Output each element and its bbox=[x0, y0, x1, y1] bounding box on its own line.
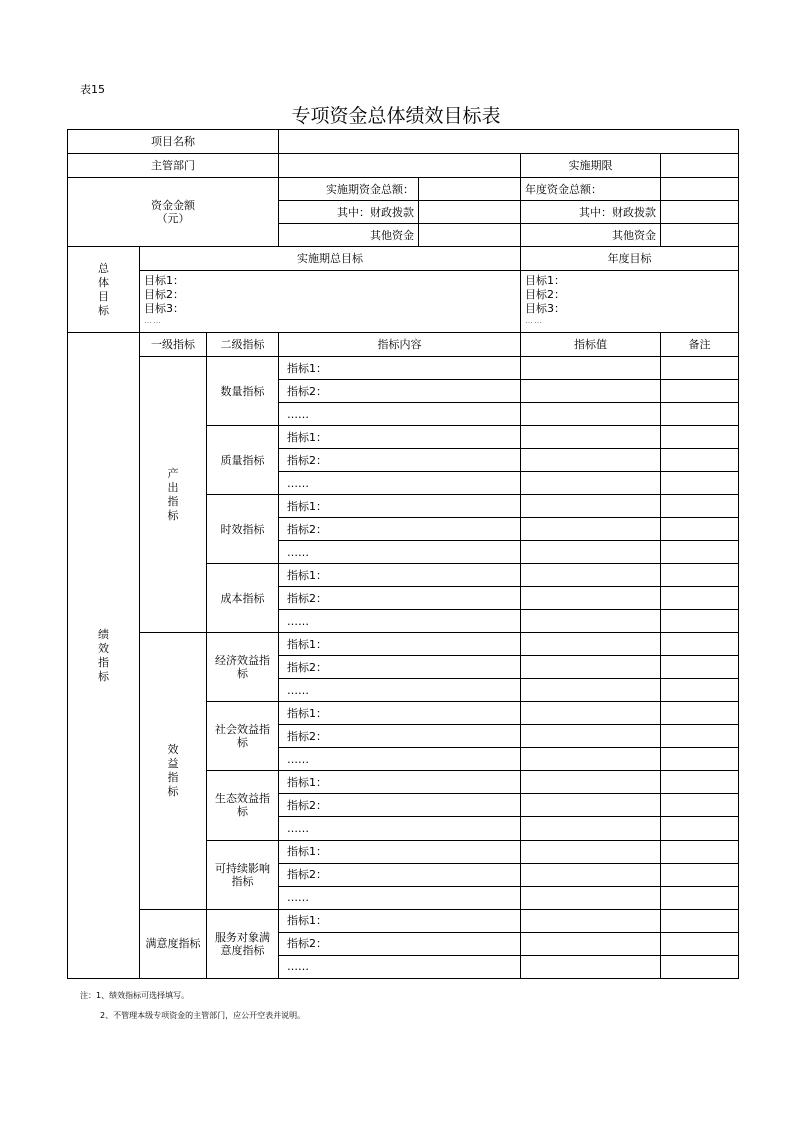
indicator-header-row bbox=[68, 333, 739, 357]
indicator-remark-cell[interactable] bbox=[661, 495, 739, 518]
indicator-content-cell[interactable]: 指标1： bbox=[279, 702, 521, 725]
indicator-value-cell[interactable] bbox=[521, 403, 661, 426]
indicator-value-cell[interactable] bbox=[521, 633, 661, 656]
indicator-remark-cell[interactable] bbox=[661, 679, 739, 702]
indicator-value-cell[interactable] bbox=[521, 817, 661, 840]
indicator-content-cell[interactable]: …… bbox=[279, 403, 521, 426]
indicator-remark-cell[interactable] bbox=[661, 564, 739, 587]
indicator-value-cell[interactable] bbox=[521, 886, 661, 909]
indicator-remark-cell[interactable] bbox=[661, 748, 739, 771]
indicator-value-cell[interactable] bbox=[521, 518, 661, 541]
indicator-row bbox=[68, 357, 739, 380]
indicator-content-cell[interactable]: …… bbox=[279, 679, 521, 702]
indicator-remark-cell[interactable] bbox=[661, 357, 739, 380]
indicator-content-cell[interactable]: …… bbox=[279, 817, 521, 840]
indicator-remark-cell[interactable] bbox=[661, 449, 739, 472]
indicator-remark-cell[interactable] bbox=[661, 472, 739, 495]
period-goal-1: 目标1： bbox=[144, 274, 184, 288]
performance-indicator-label: 绩效指标 bbox=[68, 333, 140, 979]
department-label: 主管部门 bbox=[68, 154, 279, 178]
indicator-value-cell[interactable] bbox=[521, 702, 661, 725]
level2-indicator: 数量指标 bbox=[207, 357, 279, 426]
annual-fiscal-label: 其中：财政拨款 bbox=[521, 201, 661, 224]
goals-body-row bbox=[68, 271, 739, 333]
indicator-content-cell[interactable]: 指标1： bbox=[279, 426, 521, 449]
indicator-remark-cell[interactable] bbox=[661, 932, 739, 955]
period-goal-3: 目标3： bbox=[144, 302, 184, 316]
value-header: 指标值 bbox=[521, 333, 661, 357]
level2-indicator: 服务对象满意度指标 bbox=[207, 909, 279, 978]
period-fiscal-field[interactable] bbox=[419, 201, 521, 224]
project-name-label: 项目名称 bbox=[68, 130, 279, 154]
period-fiscal-label: 其中：财政拨款 bbox=[279, 201, 419, 224]
indicator-value-cell[interactable] bbox=[521, 472, 661, 495]
annual-total-label: 年度资金总额： bbox=[521, 178, 661, 201]
indicator-content-cell[interactable]: 指标2： bbox=[279, 863, 521, 886]
goals-header-row bbox=[68, 247, 739, 271]
indicator-value-cell[interactable] bbox=[521, 587, 661, 610]
indicator-remark-cell[interactable] bbox=[661, 863, 739, 886]
indicator-content-cell[interactable]: 指标1： bbox=[279, 909, 521, 932]
indicator-content-cell[interactable]: 指标2： bbox=[279, 380, 521, 403]
indicator-value-cell[interactable] bbox=[521, 863, 661, 886]
annual-goal-header: 年度目标 bbox=[521, 247, 739, 271]
indicator-value-cell[interactable] bbox=[521, 840, 661, 863]
annual-other-label: 其他资金 bbox=[521, 224, 661, 247]
indicator-remark-cell[interactable] bbox=[661, 380, 739, 403]
indicator-remark-cell[interactable] bbox=[661, 541, 739, 564]
indicator-value-cell[interactable] bbox=[521, 357, 661, 380]
level2-header: 二级指标 bbox=[207, 333, 279, 357]
indicator-value-cell[interactable] bbox=[521, 679, 661, 702]
level1-indicator: 满意度指标 bbox=[140, 909, 207, 978]
level1-indicator: 效益指标 bbox=[140, 633, 207, 909]
indicator-content-cell[interactable]: 指标2： bbox=[279, 794, 521, 817]
annual-total-field[interactable] bbox=[661, 178, 739, 201]
indicator-remark-cell[interactable] bbox=[661, 633, 739, 656]
indicator-value-cell[interactable] bbox=[521, 541, 661, 564]
funds-label: 资金金额 （元） bbox=[68, 178, 279, 247]
indicator-remark-cell[interactable] bbox=[661, 426, 739, 449]
level2-indicator: 可持续影响指标 bbox=[207, 840, 279, 909]
period-goal-field[interactable] bbox=[140, 271, 521, 333]
indicator-row bbox=[68, 909, 739, 932]
indicator-remark-cell[interactable] bbox=[661, 794, 739, 817]
indicator-content-cell[interactable]: 指标1： bbox=[279, 357, 521, 380]
level2-indicator: 时效指标 bbox=[207, 495, 279, 564]
department-field[interactable] bbox=[279, 154, 521, 178]
period-label: 实施期限 bbox=[521, 154, 661, 178]
indicator-content-cell[interactable]: 指标1： bbox=[279, 840, 521, 863]
level2-indicator: 经济效益指标 bbox=[207, 633, 279, 702]
indicator-value-cell[interactable] bbox=[521, 748, 661, 771]
period-field[interactable] bbox=[661, 154, 739, 178]
indicator-value-cell[interactable] bbox=[521, 656, 661, 679]
department-row bbox=[68, 154, 739, 178]
indicator-remark-cell[interactable] bbox=[661, 403, 739, 426]
indicator-remark-cell[interactable] bbox=[661, 817, 739, 840]
indicator-remark-cell[interactable] bbox=[661, 702, 739, 725]
period-other-field[interactable] bbox=[419, 224, 521, 247]
indicator-content-cell[interactable]: …… bbox=[279, 748, 521, 771]
indicator-value-cell[interactable] bbox=[521, 495, 661, 518]
annual-goal-2: 目标2： bbox=[525, 288, 566, 302]
level2-indicator: 社会效益指标 bbox=[207, 702, 279, 771]
remark-header: 备注 bbox=[661, 333, 739, 357]
indicator-remark-cell[interactable] bbox=[661, 955, 739, 978]
indicator-content-cell[interactable]: …… bbox=[279, 541, 521, 564]
period-total-field[interactable] bbox=[419, 178, 521, 201]
period-total-label: 实施期资金总额： bbox=[279, 178, 419, 201]
level1-indicator: 产出指标 bbox=[140, 357, 207, 633]
notes bbox=[80, 990, 305, 1021]
indicator-content-cell[interactable]: 指标1： bbox=[279, 564, 521, 587]
indicator-content-cell[interactable]: …… bbox=[279, 886, 521, 909]
note-1: 注：1、绩效指标可选择填写。 bbox=[80, 991, 190, 1000]
overall-goal-label: 总体目标 bbox=[68, 247, 140, 333]
level1-header: 一级指标 bbox=[140, 333, 207, 357]
document-title: 专项资金总体绩效目标表 bbox=[291, 105, 501, 127]
indicator-value-cell[interactable] bbox=[521, 909, 661, 932]
indicator-value-cell[interactable] bbox=[521, 955, 661, 978]
annual-goal-3: 目标3： bbox=[525, 302, 566, 316]
indicator-content-cell[interactable]: …… bbox=[279, 472, 521, 495]
indicator-remark-cell[interactable] bbox=[661, 725, 739, 748]
level2-indicator: 成本指标 bbox=[207, 564, 279, 633]
level2-indicator: 生态效益指标 bbox=[207, 771, 279, 840]
indicator-remark-cell[interactable] bbox=[661, 771, 739, 794]
content-header: 指标内容 bbox=[279, 333, 521, 357]
performance-target-table bbox=[67, 129, 739, 979]
indicator-value-cell[interactable] bbox=[521, 426, 661, 449]
annual-other-field[interactable] bbox=[661, 224, 739, 247]
indicator-value-cell[interactable] bbox=[521, 564, 661, 587]
indicator-value-cell[interactable] bbox=[521, 932, 661, 955]
indicator-remark-cell[interactable] bbox=[661, 518, 739, 541]
indicator-remark-cell[interactable] bbox=[661, 587, 739, 610]
indicator-row bbox=[68, 633, 739, 656]
indicator-content-cell[interactable]: 指标2： bbox=[279, 725, 521, 748]
level2-indicator: 质量指标 bbox=[207, 426, 279, 495]
period-goal-2: 目标2： bbox=[144, 288, 184, 302]
indicator-content-cell[interactable]: …… bbox=[279, 955, 521, 978]
indicator-content-cell[interactable]: 指标2： bbox=[279, 449, 521, 472]
annual-goal-1: 目标1： bbox=[525, 274, 566, 288]
indicator-value-cell[interactable] bbox=[521, 771, 661, 794]
indicator-content-cell[interactable]: 指标1： bbox=[279, 633, 521, 656]
annual-goal-field[interactable] bbox=[521, 271, 739, 333]
annual-goal-dots: …… bbox=[525, 316, 544, 326]
indicator-content-cell[interactable]: 指标2： bbox=[279, 518, 521, 541]
indicator-content-cell[interactable]: 指标2： bbox=[279, 587, 521, 610]
indicator-content-cell[interactable]: 指标2： bbox=[279, 656, 521, 679]
project-name-row bbox=[68, 130, 739, 154]
indicator-content-cell[interactable]: 指标2： bbox=[279, 932, 521, 955]
indicator-remark-cell[interactable] bbox=[661, 909, 739, 932]
annual-fiscal-field[interactable] bbox=[661, 201, 739, 224]
indicator-value-cell[interactable] bbox=[521, 794, 661, 817]
indicator-value-cell[interactable] bbox=[521, 449, 661, 472]
indicator-remark-cell[interactable] bbox=[661, 886, 739, 909]
indicator-content-cell[interactable]: 指标1： bbox=[279, 495, 521, 518]
note-2: 2、不管理本级专项资金的主管部门，应公开空表并说明。 bbox=[100, 1011, 306, 1020]
indicator-value-cell[interactable] bbox=[521, 725, 661, 748]
indicator-value-cell[interactable] bbox=[521, 380, 661, 403]
funds-row-1 bbox=[68, 178, 739, 201]
indicator-content-cell[interactable]: …… bbox=[279, 610, 521, 633]
indicator-value-cell[interactable] bbox=[521, 610, 661, 633]
indicator-content-cell[interactable]: 指标1： bbox=[279, 771, 521, 794]
table-number: 表15 bbox=[80, 83, 105, 96]
indicator-remark-cell[interactable] bbox=[661, 610, 739, 633]
indicator-remark-cell[interactable] bbox=[661, 840, 739, 863]
period-other-label: 其他资金 bbox=[279, 224, 419, 247]
indicator-remark-cell[interactable] bbox=[661, 656, 739, 679]
period-goal-header: 实施期总目标 bbox=[140, 247, 521, 271]
period-goal-dots: …… bbox=[144, 316, 162, 326]
project-name-field[interactable] bbox=[279, 130, 739, 154]
